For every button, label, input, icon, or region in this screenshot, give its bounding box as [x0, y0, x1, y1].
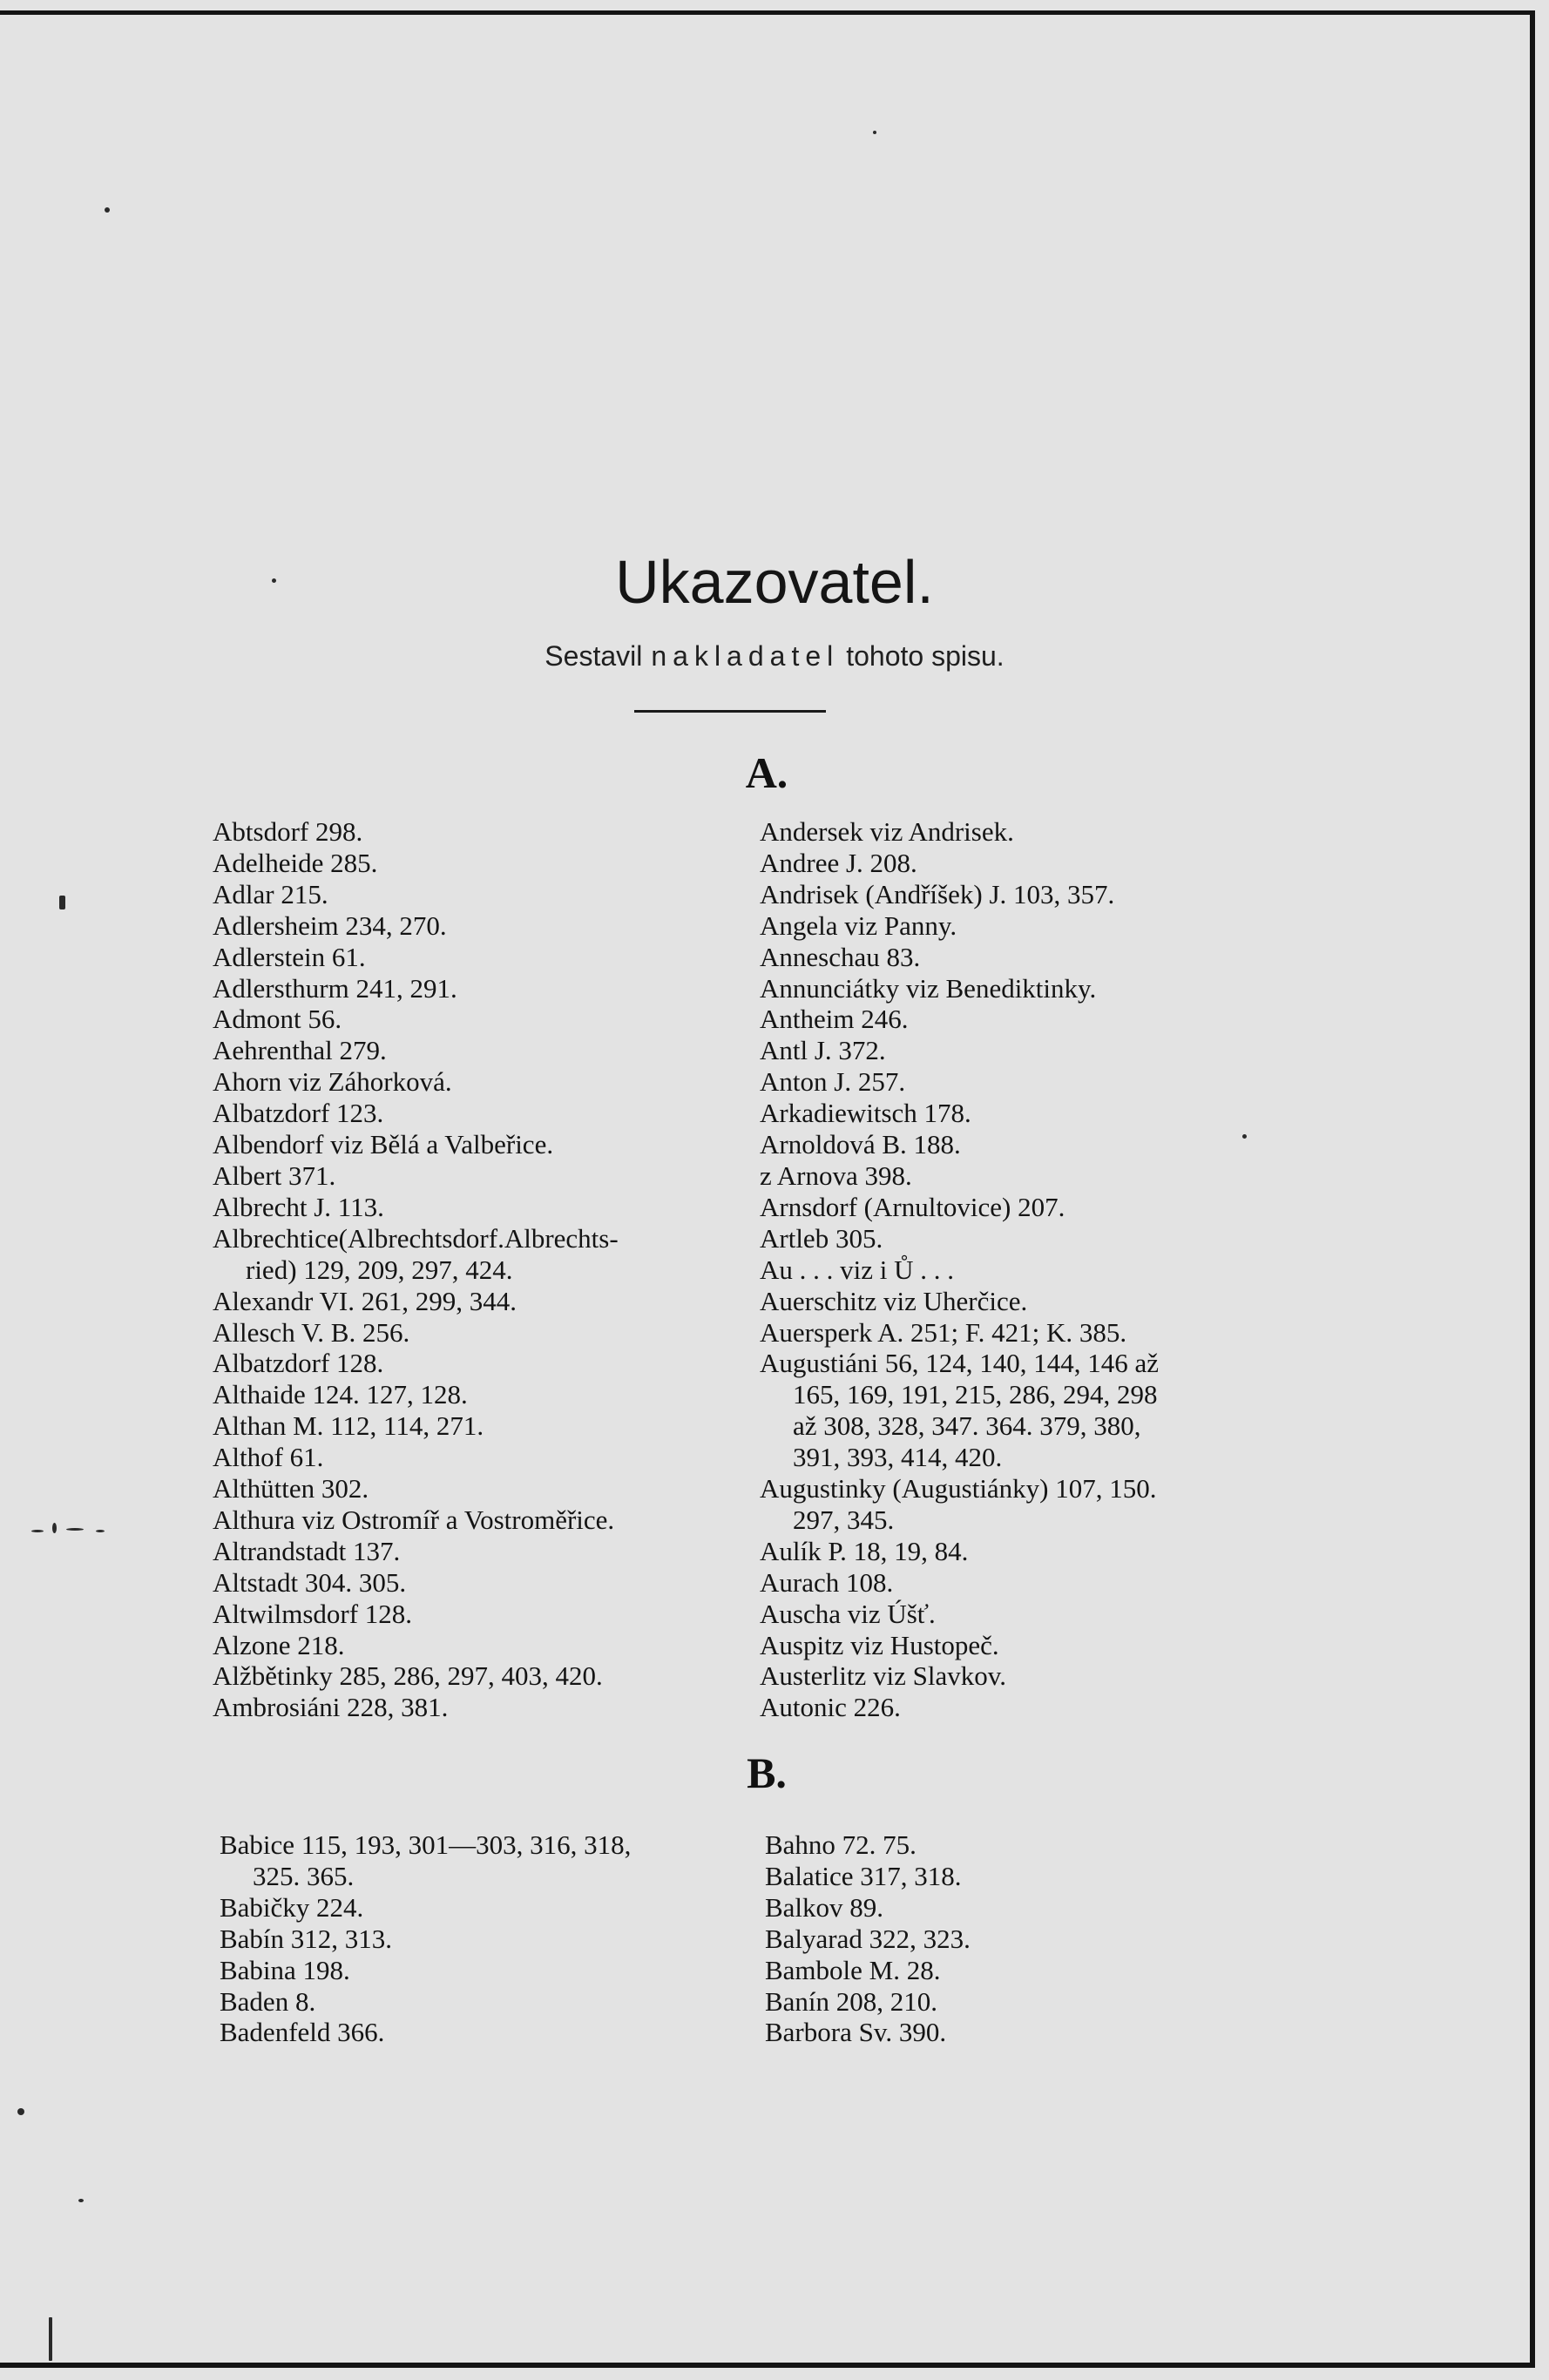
index-entry: Badenfeld 366.	[220, 2017, 385, 2048]
index-entry: Albatzdorf 123.	[213, 1098, 384, 1129]
index-entry: Alzone 218.	[213, 1629, 345, 1660]
index-entry: Auscha viz Úšť.	[760, 1598, 936, 1629]
index-entry: Althan M. 112, 114, 271.	[213, 1410, 484, 1442]
scan-speck	[78, 2199, 84, 2202]
section-letter-b: B.	[747, 1748, 787, 1797]
index-entry: Augustinky (Augustiánky) 107, 150.	[760, 1473, 1157, 1504]
index-entry: Adlerstein 61.	[213, 941, 366, 972]
index-entry: Adlersheim 234, 270.	[213, 909, 447, 941]
index-entry: Balkov 89.	[765, 1891, 884, 1923]
index-entry-continuation: ried) 129, 209, 297, 424.	[246, 1254, 513, 1285]
section-a-left-column	[213, 816, 753, 1723]
scan-speck	[1242, 1134, 1247, 1139]
index-entry: Anneschau 83.	[760, 941, 921, 972]
index-entry: Althof 61.	[213, 1442, 324, 1473]
index-entry: Adlersthurm 241, 291.	[213, 972, 457, 1004]
index-entry: Allesch V. B. 256.	[213, 1316, 410, 1348]
index-entry-continuation: 165, 169, 191, 215, 286, 294, 298	[793, 1379, 1158, 1410]
index-entry: Balyarad 322, 323.	[765, 1923, 971, 1954]
page-title: Ukazovatel.	[615, 548, 934, 616]
subtitle-prefix: Sestavil	[545, 640, 643, 672]
index-entry-continuation: 391, 393, 414, 420.	[793, 1442, 1003, 1473]
index-entry-continuation: 297, 345.	[793, 1504, 895, 1535]
index-entry: Au . . . viz i Ů . . .	[760, 1254, 955, 1285]
index-entry: Andree J. 208.	[760, 847, 917, 878]
index-entry: Aehrenthal 279.	[213, 1035, 387, 1066]
scan-speck	[272, 578, 276, 583]
index-entry: Arnoldová B. 188.	[760, 1129, 961, 1160]
scan-speck	[31, 1530, 44, 1532]
index-entry: Aurach 108.	[760, 1566, 894, 1598]
scan-speck	[105, 207, 110, 213]
index-entry: Austerlitz viz Slavkov.	[760, 1660, 1006, 1692]
index-entry: Banín 208, 210.	[765, 1985, 938, 2017]
index-entry: Altrandstadt 137.	[213, 1535, 401, 1566]
index-entry-continuation: až 308, 328, 347. 364. 379, 380,	[793, 1410, 1141, 1442]
scan-speck	[66, 1528, 84, 1531]
index-entry: Annunciátky viz Benediktinky.	[760, 972, 1097, 1004]
index-entry: Althaide 124. 127, 128.	[213, 1379, 468, 1410]
subtitle-author: nakladatel	[651, 640, 840, 672]
section-b-left-column	[220, 1829, 760, 2048]
index-entry: z Arnova 398.	[760, 1160, 912, 1191]
index-entry: Auersperk A. 251; F. 421; K. 385.	[760, 1316, 1127, 1348]
index-entry: Balatice 317, 318.	[765, 1860, 962, 1891]
index-entry: Artleb 305.	[760, 1222, 883, 1254]
scan-speck	[17, 2108, 24, 2115]
scan-speck	[873, 131, 876, 134]
index-entry: Anton J. 257.	[760, 1066, 906, 1098]
index-entry: Albatzdorf 128.	[213, 1348, 384, 1379]
index-entry: Alexandr VI. 261, 299, 344.	[213, 1285, 517, 1316]
section-b-right-column	[765, 1829, 1288, 2048]
subtitle-suffix: tohoto spisu.	[846, 640, 1004, 672]
index-entry: Ahorn viz Záhorková.	[213, 1066, 452, 1098]
scan-speck	[59, 896, 65, 909]
index-entry: Aulík P. 18, 19, 84.	[760, 1535, 969, 1566]
index-entry: Albendorf viz Bělá a Valbeřice.	[213, 1129, 554, 1160]
index-entry: Andersek viz Andrisek.	[760, 816, 1014, 847]
index-entry: Ambrosiáni 228, 381.	[213, 1692, 449, 1723]
index-entry: Babičky 224.	[220, 1891, 364, 1923]
scan-speck	[52, 1523, 57, 1533]
index-entry: Alžbětinky 285, 286, 297, 403, 420.	[213, 1660, 603, 1692]
index-entry: Arnsdorf (Arnultovice) 207.	[760, 1191, 1065, 1222]
index-entry: Adelheide 285.	[213, 847, 378, 878]
index-entry: Albrecht J. 113.	[213, 1191, 384, 1222]
section-a-right-column	[760, 816, 1282, 1723]
index-entry: Altstadt 304. 305.	[213, 1566, 407, 1598]
index-entry: Baden 8.	[220, 1985, 316, 2017]
index-entry: Babice 115, 193, 301—303, 316, 318,	[220, 1829, 632, 1860]
index-entry: Angela viz Panny.	[760, 909, 957, 941]
index-entry: Adlar 215.	[213, 878, 328, 909]
section-letter-a: A.	[745, 748, 788, 797]
index-entry: Bambole M. 28.	[765, 1954, 941, 1985]
scan-speck	[96, 1530, 105, 1532]
index-entry: Abtsdorf 298.	[213, 816, 363, 847]
index-entry: Althura viz Ostromíř a Vostroměřice.	[213, 1504, 615, 1535]
index-entry: Althütten 302.	[213, 1473, 369, 1504]
scan-speck	[49, 2317, 52, 2361]
index-entry: Auerschitz viz Uherčice.	[760, 1285, 1028, 1316]
subtitle	[0, 639, 1549, 673]
index-entry: Babín 312, 313.	[220, 1923, 393, 1954]
index-entry: Antl J. 372.	[760, 1035, 886, 1066]
index-entry: Albert 371.	[213, 1160, 336, 1191]
index-entry: Babina 198.	[220, 1954, 350, 1985]
index-entry: Barbora Sv. 390.	[765, 2017, 947, 2048]
index-entry: Andrisek (Andříšek) J. 103, 357.	[760, 878, 1115, 909]
index-entry: Albrechtice(Albrechtsdorf.Albrechts-	[213, 1222, 619, 1254]
index-entry: Arkadiewitsch 178.	[760, 1098, 971, 1129]
index-entry: Augustiáni 56, 124, 140, 144, 146 až	[760, 1348, 1160, 1379]
index-entry-continuation: 325. 365.	[253, 1860, 355, 1891]
index-entry: Bahno 72. 75.	[765, 1829, 917, 1860]
index-entry: Admont 56.	[213, 1004, 342, 1035]
title-divider	[634, 710, 826, 713]
index-entry: Autonic 226.	[760, 1692, 901, 1723]
index-entry: Altwilmsdorf 128.	[213, 1598, 413, 1629]
index-entry: Antheim 246.	[760, 1004, 909, 1035]
index-entry: Auspitz viz Hustopeč.	[760, 1629, 999, 1660]
